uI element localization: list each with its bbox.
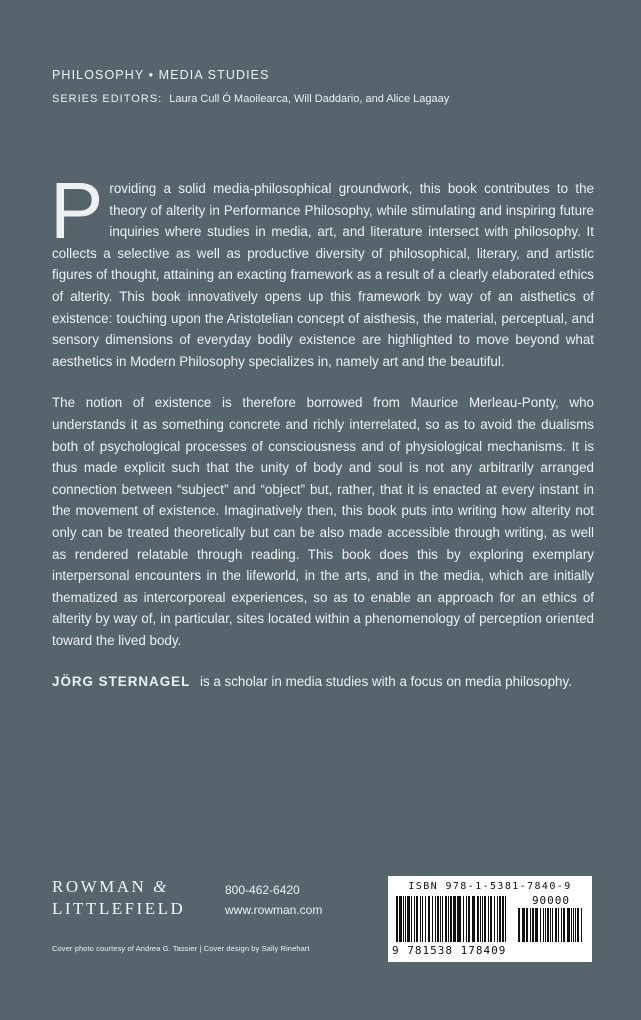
barcode-bar [545, 908, 546, 942]
barcode-bar [540, 908, 542, 942]
barcode-bar [573, 908, 574, 942]
description-paragraph-2: The notion of existence is therefore borrowed from Maurice Merleau-Ponty, who understands it as something concrete and richly interrelated, so as to avoid the dualisms both of psychological processes of consciousness and of physiological mechanisms. It is thus made explicit such that the unity of body and soul is not any arbitrarily arranged connection between “subject” and “object” but, rather, that it is enacted at every instant in the movement of existence. Imaginatively then, this book puts into writing how alterity not only can be treated theoretically but can be also made accessible through writing, as well as rendered relatable through reading. This book does this by exploring exemplary interpersonal encounters in the lifeworld, in the arts, and in the media, which are initially thematized as intercorporeal experiences, so as to enable an approach for an ethics of alterity by way of, in particular, sites located within a phenomenology of perception oriented toward the lived body. [52, 395, 594, 648]
barcode-bar [466, 896, 467, 942]
barcode-bar [440, 896, 441, 942]
barcode-bar [581, 908, 582, 942]
barcode-bar [567, 908, 569, 942]
book-description [50, 166, 594, 713]
barcode-bar [575, 908, 576, 942]
barcode-bar [422, 896, 423, 942]
barcode-bar [484, 896, 486, 942]
barcode-bar [482, 896, 483, 942]
barcode-bar [458, 896, 460, 942]
barcode-bar [530, 908, 531, 942]
author-bio [52, 671, 594, 693]
publisher-ampersand: & [153, 877, 169, 896]
barcode-bar [577, 908, 579, 942]
barcode-bar [472, 896, 473, 942]
publisher-logo-line1 [52, 876, 185, 898]
subject-categories: PHILOSOPHY • MEDIA STUDIES [52, 68, 270, 82]
author-name: JÖRG STERNAGEL [52, 674, 191, 690]
barcode-bar [405, 896, 406, 942]
barcode-bar [442, 896, 443, 942]
barcode-bar [571, 908, 572, 942]
barcode-bar [488, 896, 489, 942]
description-paragraph-1-text: roviding a solid media-philosophical groundwork, this book contributes to the theory of alterity in Performance Philosophy, while stimulating and inspiring future inquiries where studies in media, art, and literature intersect with philosophy. It collects a selective as well as productive diversity of philosophical, literary, and artistic figures of thought, attaining an exacting framework as a result of a clearly elaborated ethics of alterity. This book innovatively opens up this framework by way of an aisthetics of existence: touching upon the Aristotelian concept of aisthesis, the material, perceptual, and sensory dimensions of everyday bodily existence are highlighted to move beyond what aesthetics in Modern Philosophy specializes in, namely art and the beautiful. [52, 181, 594, 369]
barcode-bar [451, 896, 452, 942]
barcode-bar [407, 896, 409, 942]
author-bio-text: is a scholar in media studies with a focus on media philosophy. [199, 674, 572, 690]
barcode-bar [522, 908, 524, 942]
barcode-bar [550, 908, 551, 942]
ean-number: 9 781538 178409 [392, 944, 507, 957]
barcode-addon-number: 90000 [531, 894, 571, 907]
barcode-bar [445, 896, 447, 942]
barcode-bar [437, 896, 439, 942]
barcode-bar [502, 896, 504, 942]
barcode-bar [518, 908, 520, 942]
barcode-bar [552, 908, 553, 942]
description-paragraph-1 [50, 166, 594, 372]
barcode-addon-bars [518, 908, 584, 942]
barcode-bar [490, 896, 492, 942]
isbn-number: ISBN 978-1-5381-7840-9 [408, 881, 572, 892]
series-editors [52, 90, 612, 108]
barcode-bar [526, 908, 528, 942]
barcode-bar [450, 896, 451, 942]
barcode-bar [453, 896, 455, 942]
barcode-bar [547, 908, 549, 942]
publisher-name-littlefield: LITTLEFIELD [52, 899, 186, 918]
barcode-bar [477, 896, 479, 942]
drop-cap: P [50, 166, 104, 255]
barcode-bar [535, 908, 537, 942]
barcode-bar [414, 896, 415, 942]
publisher-name-rowman: ROWMAN [52, 877, 154, 896]
series-editors-label: SERIES EDITORS: [52, 93, 163, 105]
barcode-bar [448, 896, 449, 942]
barcode-bar [558, 908, 559, 942]
barcode-bar [532, 908, 534, 942]
publisher-logo [52, 876, 185, 920]
barcode-bar [416, 896, 418, 942]
barcode-bar [499, 896, 501, 942]
isbn-barcode [388, 876, 592, 962]
barcode-bar [543, 908, 544, 942]
barcode-bar [480, 896, 481, 942]
barcode-bar [403, 896, 404, 942]
publisher-website: www.rowman.com [225, 903, 323, 917]
barcode-bar [463, 896, 465, 942]
series-header [52, 66, 612, 108]
barcode-bar [555, 908, 557, 942]
barcode-bar [432, 896, 433, 942]
barcode-bar [396, 896, 398, 942]
barcode-bar [473, 896, 475, 942]
series-editors-names: Laura Cull Ó Maoilearca, Will Daddario, and Alice Lagaay [169, 93, 450, 105]
barcode-bar [411, 896, 412, 942]
cover-credits: Cover photo courtesy of Andrea G. Tassier | Cover design by Sally Rinehart [52, 944, 310, 953]
barcode-bar [428, 896, 430, 942]
publisher-contact [225, 880, 322, 920]
barcode-bar [425, 896, 426, 942]
barcode-bar [435, 896, 436, 942]
barcode-bars [396, 896, 508, 942]
barcode-bar [561, 908, 562, 942]
barcode-bar [468, 896, 470, 942]
barcode-bar [494, 896, 495, 942]
barcode-bar [505, 896, 506, 942]
barcode-bar [399, 896, 401, 942]
barcode-bar [497, 896, 499, 942]
barcode-bar [420, 896, 422, 942]
barcode-bar [563, 908, 565, 942]
barcode-bar [457, 896, 458, 942]
publisher-phone: 800-462-6420 [225, 883, 300, 897]
